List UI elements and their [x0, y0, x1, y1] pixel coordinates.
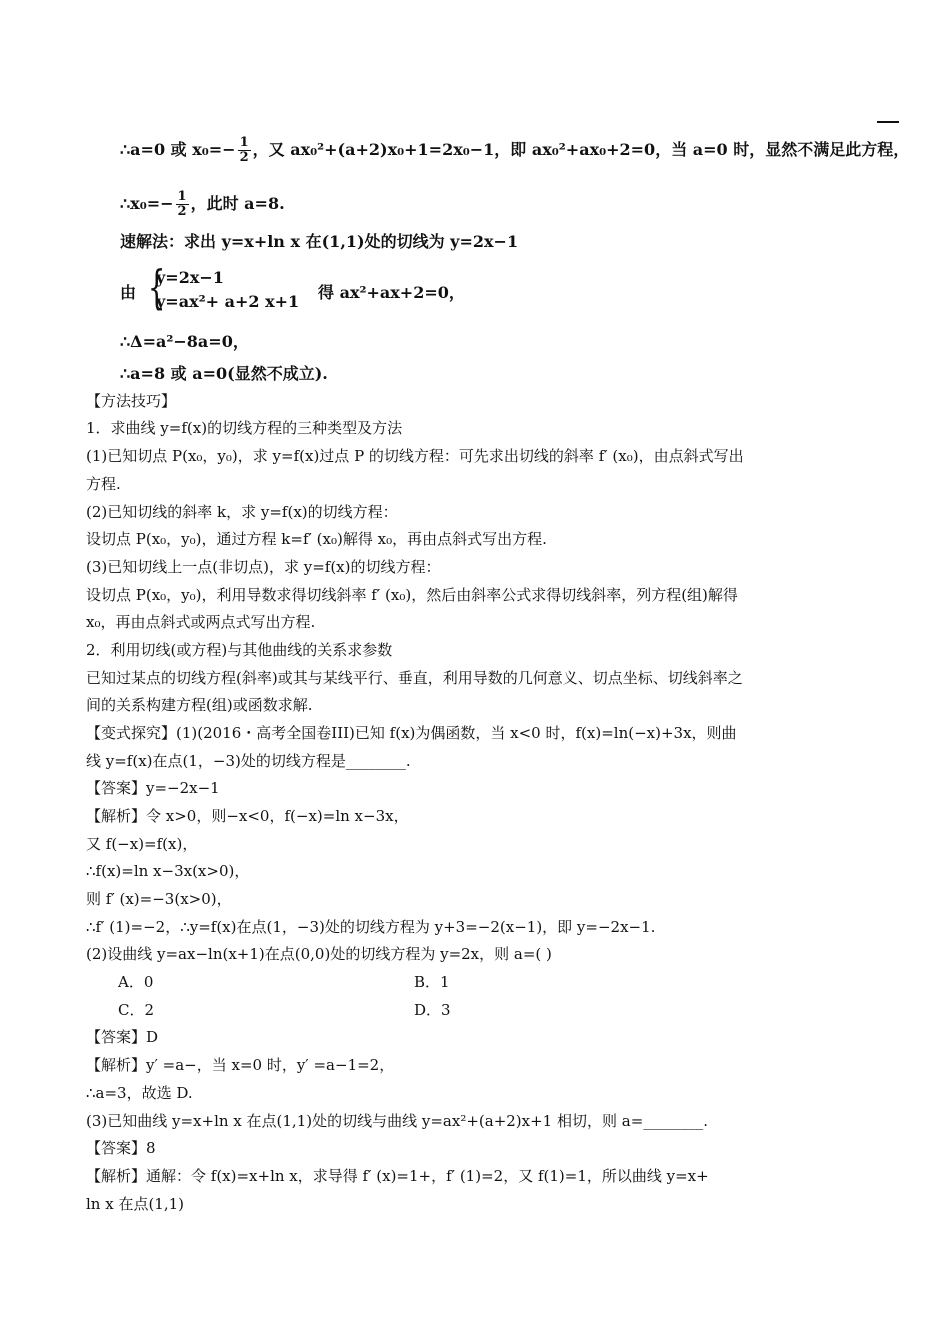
text-line: (1)已知切点 P(x₀，y₀)，求 y=f(x)过点 P 的切线方程：可先求出切线的斜率 f′ (x₀)，由点斜式写出 — [86, 447, 744, 465]
text-line: 设切点 P(x₀，y₀)，利用导数求得切线斜率 f′ (x₀)，然后由斜率公式求得切线斜率，列方程(组)解得 — [86, 586, 738, 604]
option-d: D．3 — [414, 1001, 451, 1019]
question-line: (3)已知曲线 y=x+ln x 在点(1,1)处的切线与曲线 y=ax²+(a+2)x+1 相切，则 a=________. — [86, 1112, 709, 1130]
question-line: (2)设曲线 y=ax−ln(x+1)在点(0,0)处的切线方程为 y=2x，则 a=( ) — [86, 945, 552, 963]
answer-line: 【答案】D — [86, 1028, 159, 1046]
system-result: 得 ax²+ax+2=0， — [318, 283, 465, 302]
line1-pre: ∴a=0 或 x₀=− — [120, 140, 236, 159]
text-line: 线 y=f(x)在点(1，−3)处的切线方程是________. — [86, 752, 411, 770]
analysis-line: 【解析】通解：令 f(x)=x+ln x，求导得 f′ (x)=1+，f′ (1)=2，又 f(1)=1，所以曲线 y=x+ — [86, 1167, 709, 1185]
text-line: x₀，再由点斜式或两点式写出方程. — [86, 613, 316, 631]
line2-post: ，此时 a=8. — [190, 194, 285, 213]
text-line: 方程. — [86, 475, 121, 493]
section-heading-variant: 【变式探究】(1)(2016・高考全国卷III)已知 f(x)为偶函数，当 x<0 时，f(x)=ln(−x)+3x，则曲 — [86, 724, 737, 742]
text-line: ln x 在点(1,1) — [86, 1195, 185, 1213]
derivation-line-2 — [120, 190, 285, 219]
text-line: 则 f′ (x)=−3(x>0)， — [86, 890, 232, 908]
option-b: B．1 — [414, 973, 450, 991]
option-a: A．0 — [118, 973, 154, 991]
text-line: 间的关系构建方程(组)或函数求解. — [86, 696, 313, 714]
line1-post: ，又 ax₀²+(a+2)x₀+1=2x₀−1，即 ax₀²+ax₀+2=0，当 a=0 时，显然不满足此方程， — [252, 140, 910, 159]
section-heading-method: 【方法技巧】 — [86, 392, 177, 410]
conclusion-line: ∴a=8 或 a=0(显然不成立). — [120, 364, 328, 383]
frac-num: 1 — [239, 135, 249, 150]
answer-line: 【答案】8 — [86, 1139, 156, 1157]
analysis-line: 【解析】令 x>0，则−x<0，f(−x)=ln x−3x， — [86, 807, 409, 825]
system-equation-1: y=2x−1 — [156, 268, 224, 287]
answer-line: 【答案】y=−2x−1 — [86, 779, 220, 797]
quick-method-line: 速解法：求出 y=x+ln x 在(1,1)处的切线为 y=2x−1 — [120, 232, 519, 251]
line2-pre: ∴x₀=− — [120, 194, 174, 213]
text-line: ∴f′ (1)=−2，∴y=f(x)在点(1，−3)处的切线方程为 y+3=−2(x−1)，即 y=−2x−1. — [86, 918, 656, 936]
system-prefix: 由 — [120, 283, 137, 302]
text-line: 已知过某点的切线方程(斜率)或其与某线平行、垂直，利用导数的几何意义、切点坐标、切线斜率之 — [86, 669, 743, 687]
text-line: 1．求曲线 y=f(x)的切线方程的三种类型及方法 — [86, 419, 403, 437]
text-line: ∴f(x)=ln x−3x(x>0)， — [86, 862, 250, 880]
fraction-half — [238, 136, 251, 165]
frac-den-2: 2 — [177, 204, 187, 219]
fraction-half-2 — [176, 190, 189, 219]
text-line: 设切点 P(x₀，y₀)，通过方程 k=f′ (x₀)解得 x₀，再由点斜式写出方程. — [86, 530, 547, 548]
text-line: ∴a=3，故选 D. — [86, 1084, 193, 1102]
corner-mark — [877, 121, 899, 123]
text-line: 2．利用切线(或方程)与其他曲线的关系求参数 — [86, 641, 393, 659]
frac-den: 2 — [239, 150, 249, 165]
text-line: 又 f(−x)=f(x)， — [86, 835, 198, 853]
text-line: (3)已知切线上一点(非切点)，求 y=f(x)的切线方程： — [86, 558, 441, 576]
system-equation-2: y=ax²+ a+2 x+1 — [156, 292, 300, 311]
text-line: (2)已知切线的斜率 k，求 y=f(x)的切线方程： — [86, 503, 398, 521]
analysis-line: 【解析】y′ =a−，当 x=0 时，y′ =a−1=2， — [86, 1056, 395, 1074]
system-brace: { — [147, 260, 166, 314]
option-c: C．2 — [118, 1001, 155, 1019]
discriminant-line: ∴Δ=a²−8a=0， — [120, 332, 249, 351]
derivation-line-1 — [120, 136, 909, 165]
frac-num-2: 1 — [177, 189, 187, 204]
